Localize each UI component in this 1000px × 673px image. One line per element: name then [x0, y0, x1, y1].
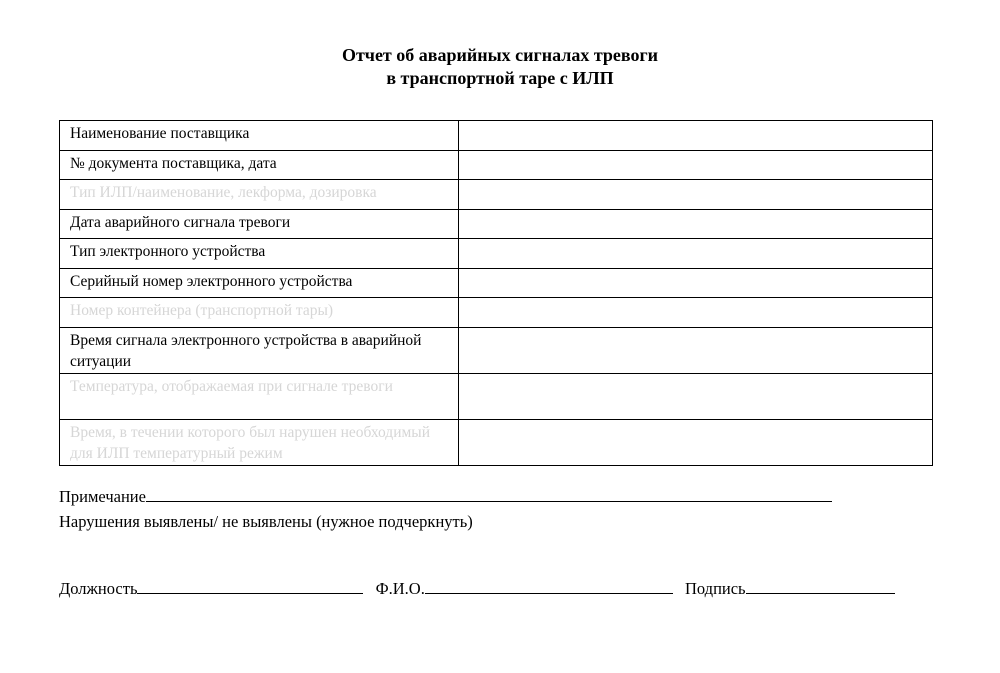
- note-field[interactable]: [146, 486, 832, 502]
- row-label-alarm-date: Дата аварийного сигнала тревоги: [60, 210, 459, 239]
- row-label-supplier-document: № документа поставщика, дата: [60, 151, 459, 180]
- row-value-supplier-document[interactable]: [459, 151, 933, 180]
- table-row: [60, 269, 933, 298]
- row-label-signal-time: Время сигнала электронного устройства в аварийной ситуации: [60, 328, 459, 374]
- table-row: [60, 298, 933, 328]
- row-label-container-number: Номер контейнера (транспортной тары): [60, 298, 459, 328]
- document-title: [0, 44, 1000, 90]
- row-value-violation-duration[interactable]: [459, 420, 933, 466]
- row-label-product-type: Тип ИЛП/наименование, лекформа, дозировка: [60, 180, 459, 210]
- row-label-device-type: Тип электронного устройства: [60, 239, 459, 269]
- name-label: Ф.И.О.: [375, 579, 425, 598]
- table-row: [60, 374, 933, 420]
- row-value-alarm-date[interactable]: [459, 210, 933, 239]
- title-line-2: в транспортной таре с ИЛП: [386, 68, 614, 88]
- signature-field[interactable]: [746, 578, 895, 594]
- table-row: [60, 420, 933, 466]
- row-value-signal-time[interactable]: [459, 328, 933, 374]
- table-row: [60, 328, 933, 374]
- title-line-1: Отчет об аварийных сигналах тревоги: [341, 45, 659, 65]
- table-row: [60, 239, 933, 269]
- name-field[interactable]: [425, 578, 673, 594]
- name-block: [376, 578, 673, 599]
- table-row: [60, 121, 933, 151]
- note-line: [59, 486, 832, 507]
- table-row: [60, 180, 933, 210]
- row-value-device-serial[interactable]: [459, 269, 933, 298]
- position-field[interactable]: [137, 578, 363, 594]
- violations-line: Нарушения выявлены/ не выявлены (нужное подчеркнуть): [59, 512, 473, 531]
- table-row: [60, 210, 933, 239]
- note-label: Примечание: [59, 487, 146, 506]
- row-label-device-serial: Серийный номер электронного устройства: [60, 269, 459, 298]
- position-label: Должность: [59, 579, 138, 598]
- table-row: [60, 151, 933, 180]
- report-form-table: [59, 120, 933, 466]
- row-value-supplier-name[interactable]: [459, 121, 933, 151]
- row-label-temperature: Температура, отображаемая при сигнале тревоги: [60, 374, 459, 420]
- signature-block: [685, 578, 895, 599]
- signature-label: Подпись: [684, 579, 746, 598]
- row-value-temperature[interactable]: [459, 374, 933, 420]
- position-block: [59, 578, 363, 599]
- row-label-supplier-name: Наименование поставщика: [60, 121, 459, 151]
- row-value-device-type[interactable]: [459, 239, 933, 269]
- row-value-product-type[interactable]: [459, 180, 933, 210]
- row-label-violation-duration: Время, в течении которого был нарушен необходимый для ИЛП температурный режим: [60, 420, 459, 466]
- signature-row: [59, 578, 929, 599]
- row-value-container-number[interactable]: [459, 298, 933, 328]
